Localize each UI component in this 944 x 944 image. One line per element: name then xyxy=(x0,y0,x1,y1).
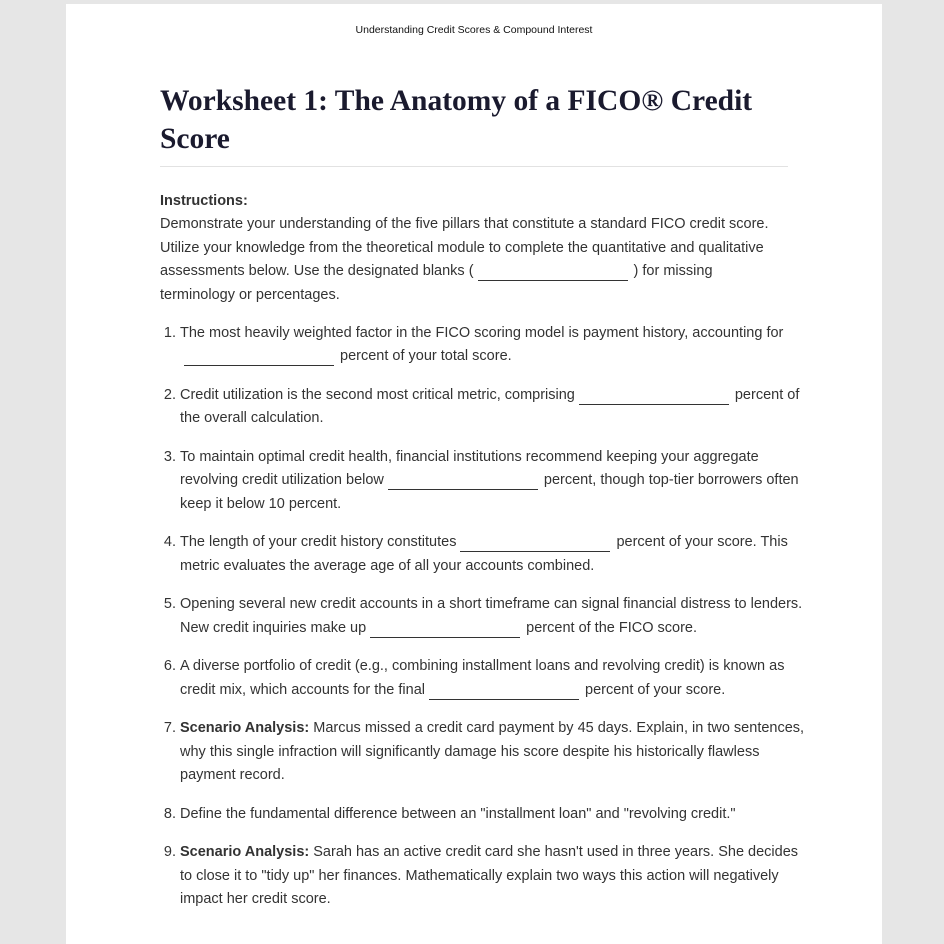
question-item xyxy=(180,593,808,640)
answer-blank[interactable] xyxy=(388,474,538,490)
question-text-end: percent, though top-tier borrowers often keep it below 10 percent. xyxy=(180,472,799,512)
answer-blank[interactable] xyxy=(429,684,579,700)
answer-blank[interactable] xyxy=(184,350,334,366)
question-item xyxy=(180,803,808,826)
question-text: A diverse portfolio of credit (e.g., combining installment loans and revolving credit) is known as credit mix, which accounts for the final xyxy=(180,658,785,698)
question-item xyxy=(180,446,808,516)
worksheet-title: Worksheet 1: The Anatomy of a FICO® Credit Score xyxy=(160,85,753,155)
question-text: The length of your credit history constitutes xyxy=(180,534,457,551)
question-item xyxy=(180,384,808,431)
question-text: To maintain optimal credit health, financial institutions recommend keeping your aggregate revolving credit utilization below xyxy=(180,449,759,489)
instructions-heading: Instructions: xyxy=(160,193,248,209)
question-text: Sarah has an active credit card she hasn't used in three years. She decides to close it to "tidy up" her finances. Mathematically explain two ways this action will negatively impact her credit score. xyxy=(180,844,799,908)
question-item xyxy=(180,841,808,911)
instructions-text: Demonstrate your understanding of the five pillars that constitute a standard FICO credit score. Utilize your knowledge from the theoretical module to complete the quantitative and qualitative assessments below. Use the designated blanks ( xyxy=(160,216,769,280)
running-header: Understanding Credit Scores & Compound Interest xyxy=(355,24,593,36)
answer-blank[interactable] xyxy=(370,622,520,638)
question-item xyxy=(180,322,808,369)
question-text-end: percent of the FICO score. xyxy=(526,619,698,636)
answer-blank[interactable] xyxy=(579,389,729,405)
instructions-text-end: ) for missing terminology or percentages. xyxy=(160,263,713,303)
question-text-end: percent of your score. xyxy=(585,681,726,698)
question-item xyxy=(180,655,808,702)
answer-blank[interactable] xyxy=(460,536,610,552)
question-text-end: percent of your total score. xyxy=(340,348,512,365)
question-text-end: percent of the overall calculation. xyxy=(180,387,800,427)
question-text-end: percent of your score. This metric evaluates the average age of all your accounts combined. xyxy=(180,534,788,574)
document-page xyxy=(66,4,882,944)
question-item xyxy=(180,531,808,578)
question-list xyxy=(160,322,808,927)
question-item xyxy=(180,717,808,787)
scenario-label: Scenario Analysis: xyxy=(180,720,310,737)
scenario-label: Scenario Analysis: xyxy=(180,844,310,861)
question-text: Credit utilization is the second most critical metric, comprising xyxy=(180,387,575,403)
question-text: Define the fundamental difference between an "installment loan" and "revolving credit." xyxy=(180,805,736,822)
question-text: Marcus missed a credit card payment by 45 days. Explain, in two sentences, why this single infraction will significantly damage his score despite his historically flawless payment record. xyxy=(180,720,805,784)
question-text: Opening several new credit accounts in a short timeframe can signal financial distress to lenders. New credit inquiries make up xyxy=(180,596,803,636)
title-divider xyxy=(160,166,788,167)
question-text: The most heavily weighted factor in the FICO scoring model is payment history, accounting for xyxy=(180,325,784,341)
instructions-block xyxy=(160,190,788,307)
answer-blank[interactable] xyxy=(478,265,628,281)
